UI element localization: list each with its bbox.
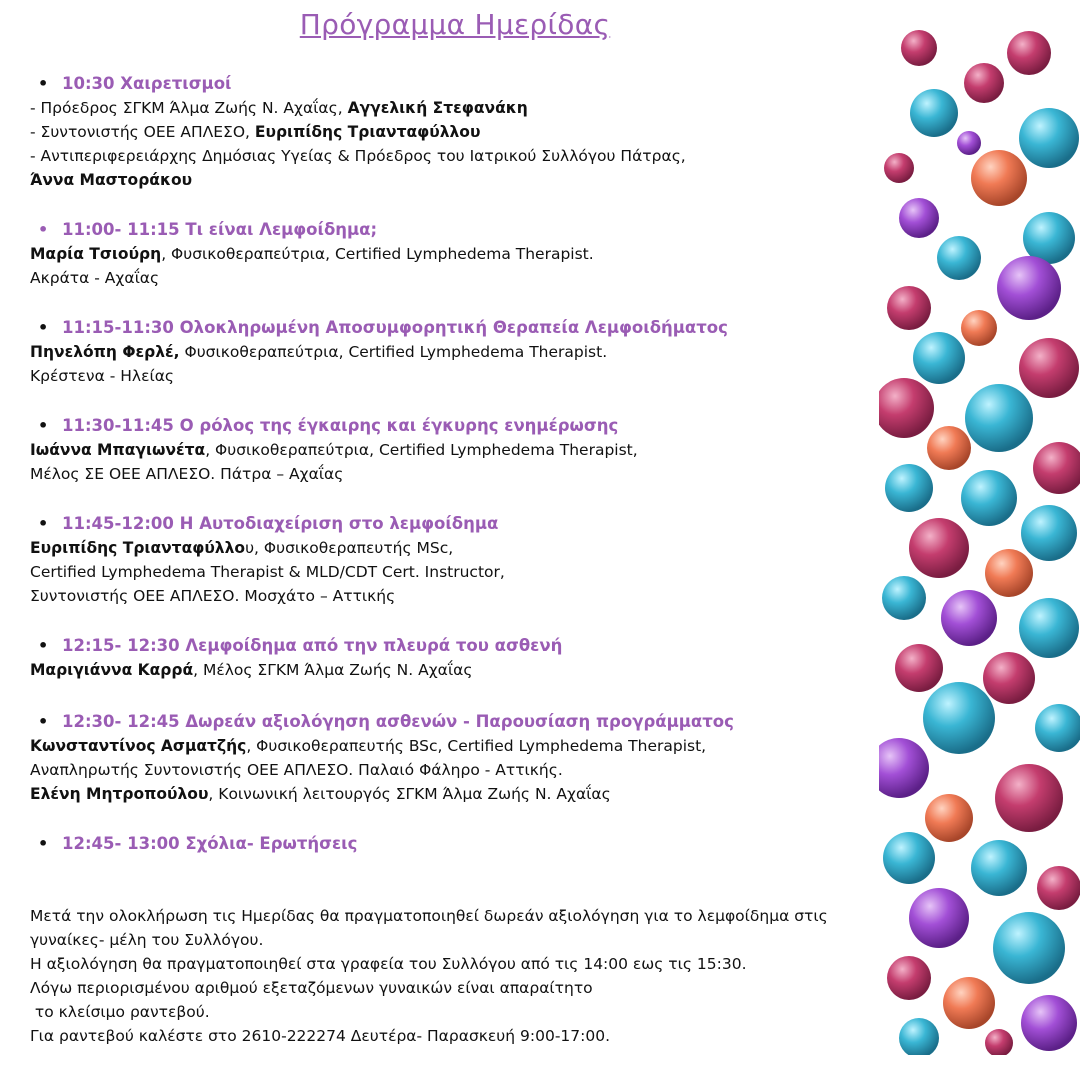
- footer-notes: [30, 904, 860, 1048]
- speaker-line: Ακράτα - Αχαΐας: [30, 269, 160, 287]
- decorative-bubbles-image: [879, 28, 1080, 1055]
- footer-line: Η αξιολόγηση θα πραγματοποιηθεί στα γραφεία του Συλλόγου από τις 14:00 εως τις 15:30.: [30, 955, 747, 973]
- session-heading: • 12:15- 12:30 Λεμφοίδημα από την πλευρά του ασθενή: [30, 634, 860, 658]
- session-block: [30, 316, 860, 388]
- session-heading: • 11:30-11:45 Ο ρόλος της έγκαιρης και έγκυρης ενημέρωσης: [30, 414, 860, 438]
- footer-line: Για ραντεβού καλέστε στο 2610-222274 Δευτέρα- Παρασκευή 9:00-17:00.: [30, 1027, 611, 1045]
- footer-line: το κλείσιμο ραντεβού.: [30, 1003, 210, 1021]
- speaker-line: Πηνελόπη Φερλέ, Φυσικοθεραπεύτρια, Certified Lymphedema Therapist.: [30, 343, 608, 361]
- speaker-line: - Αντιπεριφερειάρχης Δημόσιας Υγείας & Πρόεδρος του Ιατρικού Συλλόγου Πάτρας,: [30, 147, 686, 165]
- session-block: [30, 512, 860, 608]
- session-heading: • 11:15-11:30 Ολοκληρωμένη Αποσυμφορητική Θεραπεία Λεμφοιδήματος: [30, 316, 860, 340]
- session-block: [30, 72, 860, 192]
- speaker-line: Certified Lymphedema Therapist & MLD/CDT Cert. Instructor,: [30, 563, 505, 581]
- speaker-line: - Πρόεδρος ΣΓΚΜ Άλμα Ζωής Ν. Αχαΐας, Αγγελική Στεφανάκη: [30, 99, 528, 117]
- speaker-line: Ευριπίδης Τριανταφύλλου, Φυσικοθεραπευτής MSc,: [30, 539, 454, 557]
- speaker-line: Μέλος ΣΕ ΟΕΕ ΑΠΛΕΣΟ. Πάτρα – Αχαΐας: [30, 465, 344, 483]
- speaker-line: Αναπληρωτής Συντονιστής ΟΕΕ ΑΠΛΕΣΟ. Παλαιό Φάληρο - Αττικής.: [30, 761, 563, 779]
- session-block: [30, 218, 860, 290]
- session-heading: • 11:00- 11:15 Τι είναι Λεμφοίδημα;: [30, 218, 860, 242]
- speaker-line: Άννα Μαστοράκου: [30, 171, 193, 189]
- speaker-line: Μαρία Τσιούρη, Φυσικοθεραπεύτρια, Certified Lymphedema Therapist.: [30, 245, 594, 263]
- speaker-line: Κρέστενα - Ηλείας: [30, 367, 175, 385]
- bubble-cluster: [879, 30, 1080, 1055]
- footer-line: γυναίκες- μέλη του Συλλόγου.: [30, 931, 264, 949]
- speaker-line: Μαριγιάννα Καρρά, Μέλος ΣΓΚΜ Άλμα Ζωής Ν. Αχαΐας: [30, 661, 473, 679]
- page-title: Πρόγραμμα Ημερίδας: [299, 8, 611, 41]
- session-heading: • 12:30- 12:45 Δωρεάν αξιολόγηση ασθενών - Παρουσίαση προγράμματος: [30, 710, 860, 734]
- session-heading: • 10:30 Χαιρετισμοί: [30, 72, 860, 96]
- speaker-line: Ιωάννα Μπαγιωνέτα, Φυσικοθεραπεύτρια, Certified Lymphedema Therapist,: [30, 441, 638, 459]
- session-block: [30, 710, 860, 806]
- speaker-line: Συντονιστής ΟΕΕ ΑΠΛΕΣΟ. Μοσχάτο – Αττικής: [30, 587, 396, 605]
- speaker-line: Ελένη Μητροπούλου, Κοινωνική λειτουργός ΣΓΚΜ Άλμα Ζωής Ν. Αχαΐας: [30, 785, 611, 803]
- speaker-line: Κωνσταντίνος Ασματζής, Φυσικοθεραπευτής BSc, Certified Lymphedema Therapist,: [30, 737, 707, 755]
- session-block: [30, 832, 860, 856]
- speaker-line: - Συντονιστής ΟΕΕ ΑΠΛΕΣΟ, Ευριπίδης Τριανταφύλλου: [30, 123, 481, 141]
- footer-line: Λόγω περιορισμένου αριθμού εξεταζόμενων γυναικών είναι απαραίτητο: [30, 979, 593, 997]
- footer-line: Μετά την ολοκλήρωση τις Ημερίδας θα πραγματοποιηθεί δωρεάν αξιολόγηση για το λεμφοίδημα στις: [30, 907, 828, 925]
- bubbles-illustration: [879, 28, 1080, 1055]
- session-block: [30, 634, 860, 682]
- session-heading: • 11:45-12:00 Η Αυτοδιαχείριση στο λεμφοίδημα: [30, 512, 860, 536]
- session-block: [30, 414, 860, 486]
- session-heading: • 12:45- 13:00 Σχόλια- Ερωτήσεις: [30, 832, 860, 856]
